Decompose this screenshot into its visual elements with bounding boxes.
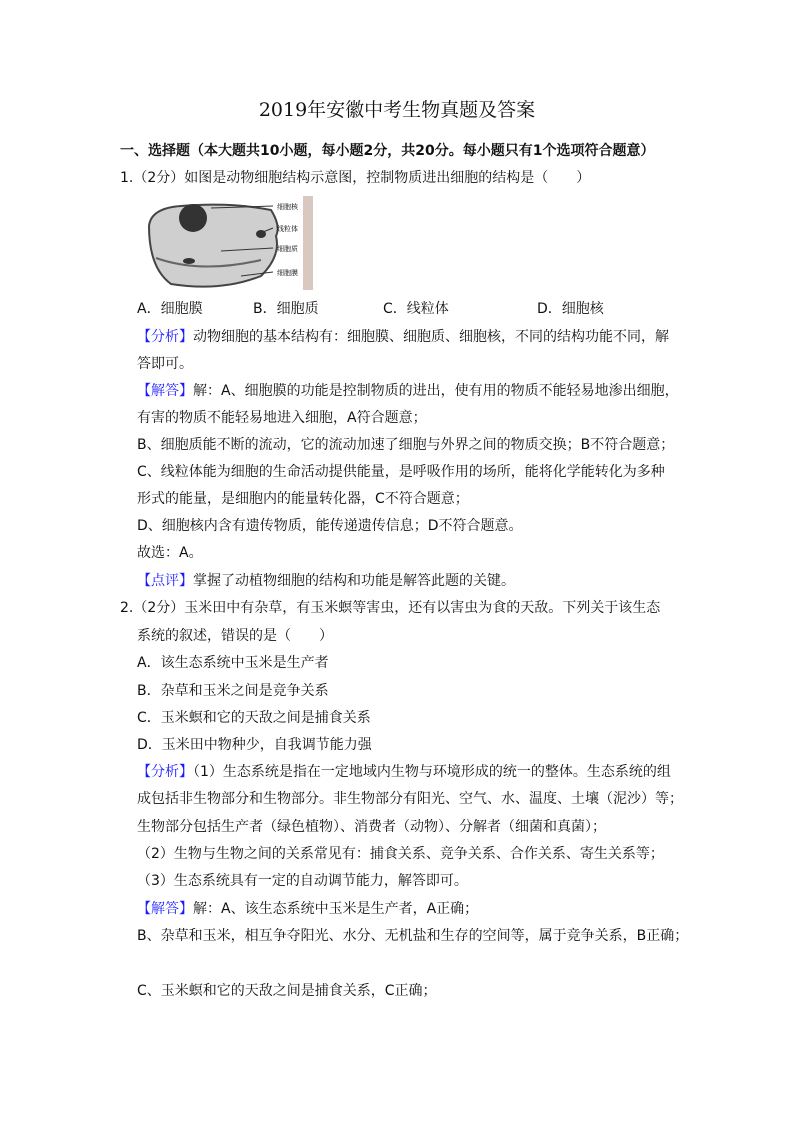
- answer-line: B、细胞质能不断的流动，它的流动加速了细胞与外界之间的物质交换；B不符合题意；: [137, 437, 675, 453]
- answer-line: [137, 899, 478, 919]
- analysis-line: （3）生态系统具有一定的自动调节能力，解答即可。: [137, 873, 468, 889]
- option-c: C．玉米螟和它的天敌之间是捕食关系: [137, 710, 371, 726]
- answer-text: 解：A、细胞膜的功能是控制物质的进出，使有用的物质不能轻易地渗出细胞，: [193, 383, 679, 399]
- analysis-line: [137, 762, 671, 782]
- document-title: 2019年安徽中考生物真题及答案: [258, 99, 536, 121]
- answer-line: B、杂草和玉米，相互争夺阳光、水分、无机盐和生存的空间等，属于竞争关系，B正确；: [137, 928, 689, 944]
- answer-line: D、细胞核内含有遗传物质，能传递遗传信息；D不符合题意。: [137, 518, 523, 534]
- option-c: C．线粒体: [383, 301, 449, 317]
- analysis-line: [137, 327, 669, 347]
- animal-cell-figure: [141, 196, 313, 290]
- question-2-stem: 2.（2分）玉米田中有杂草，有玉米螟等害虫，还有以害虫为食的天敌。下列关于该生态: [120, 600, 661, 616]
- figure-label: 细胞质: [277, 245, 298, 253]
- answer-tag: 【解答】: [137, 901, 193, 917]
- answer-line: C、线粒体能为细胞的生命活动提供能量，是呼吸作用的场所，能将化学能转化为多种: [137, 464, 665, 480]
- analysis-text: （1）生态系统是指在一定地域内生物与环境形成的统一的整体。生态系统的组: [193, 764, 671, 780]
- analysis-line: 生物部分包括生产者（绿色植物）、消费者（动物）、分解者（细菌和真菌）；: [137, 819, 606, 835]
- answer-line: 故选：A。: [137, 545, 203, 561]
- answer-line: [137, 381, 679, 401]
- question-1-stem: 1.（2分）如图是动物细胞结构示意图，控制物质进出细胞的结构是（ ）: [120, 170, 591, 186]
- answer-tag: 【解答】: [137, 383, 193, 399]
- option-d: D．玉米田中物种少，自我调节能力强: [137, 737, 372, 753]
- comment-line: [137, 571, 515, 591]
- answer-line: 有害的物质不能轻易地进入细胞，A符合题意；: [137, 410, 427, 426]
- analysis-text: 动物细胞的基本结构有：细胞膜、细胞质、细胞核，不同的结构功能不同，解: [193, 329, 669, 345]
- analysis-tag: 【分析】: [137, 764, 193, 780]
- comment-text: 掌握了动植物细胞的结构和功能是解答此题的关键。: [193, 573, 515, 589]
- option-b: B．细胞质: [253, 301, 319, 317]
- figure-label: 细胞核: [277, 203, 298, 211]
- option-a: A．该生态系统中玉米是生产者: [137, 655, 329, 671]
- option-b: B．杂草和玉米之间是竞争关系: [137, 683, 329, 699]
- section-heading: 一、选择题（本大题共10小题，每小题2分，共20分。每小题只有1个选项符合题意）: [120, 143, 655, 159]
- answer-line: 形式的能量，是细胞内的能量转化器，C不符合题意；: [137, 491, 469, 507]
- figure-label: 细胞膜: [277, 269, 298, 277]
- analysis-line: （2）生物与生物之间的关系常见有：捕食关系、竞争关系、合作关系、寄生关系等；: [137, 846, 664, 862]
- figure-label: 线粒体: [277, 225, 298, 233]
- analysis-tag: 【分析】: [137, 329, 193, 345]
- answer-text: 解：A、该生态系统中玉米是生产者，A正确；: [193, 901, 479, 917]
- answer-line: C、玉米螟和它的天敌之间是捕食关系，C正确；: [137, 983, 437, 999]
- option-d: D．细胞核: [537, 301, 604, 317]
- option-a: A．细胞膜: [137, 301, 203, 317]
- analysis-line: 成包括非生物部分和生物部分。非生物部分有阳光、空气、水、温度、土壤（泥沙）等；: [137, 791, 683, 807]
- question-2-stem: 系统的叙述，错误的是（ ）: [137, 628, 333, 644]
- analysis-line: 答即可。: [137, 356, 193, 372]
- comment-tag: 【点评】: [137, 573, 193, 589]
